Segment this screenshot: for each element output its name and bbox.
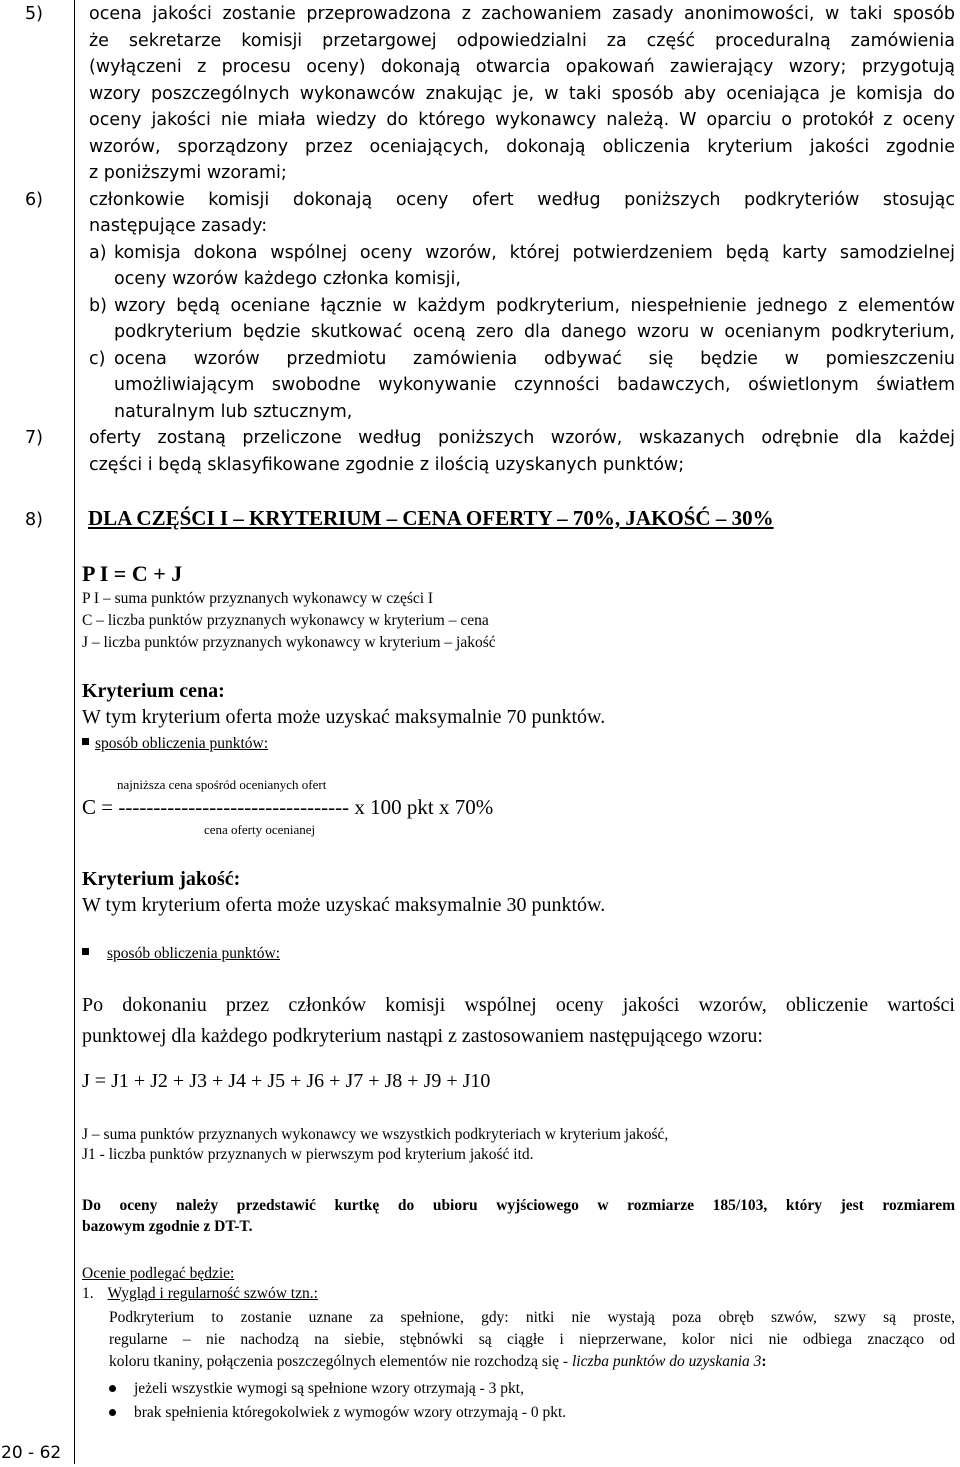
legend-line: C – liczba punktów przyznanych wykonawcy w kryterium – cena xyxy=(82,612,489,629)
text-line: członkowie komisji dokonają oceny ofert według poniższych podkryteriów stosując xyxy=(89,189,955,210)
kryterium-jakosc-title: Kryterium jakość: xyxy=(82,868,241,890)
text-line: umożliwiającym swobodne wykonywanie czynności badawczych, oświetlonym światłem xyxy=(114,375,955,395)
text-line: podkryterium będzie skutkować oceną zero dla danego wzoru w ocenianym podkryterium, xyxy=(114,322,955,342)
bullet-dot-icon xyxy=(109,1409,116,1416)
quality-note-2: J1 - liczba punktów przyznanych w pierwszym pod kryterium jakość itd. xyxy=(82,1146,534,1163)
text-line: regularne – nie nachodzą na siebie, stębnówki są ciągłe i nieprzerwane, kolor nici nie odbiega znacząco od xyxy=(109,1331,955,1348)
list-item-8 xyxy=(25,507,43,534)
text-line: że sekretarze komisji przetargowej odpowiedzialni za część proceduralną zamówienia xyxy=(89,30,955,51)
text-line: wzory będą oceniane łącznie w każdym podkryterium, niespełnienie jednego z elementów xyxy=(114,295,955,316)
text-line: punktowej dla każdego podkryterium nastąpi z zastosowaniem następującego wzoru: xyxy=(82,1025,763,1047)
point-number: 1. xyxy=(82,1285,94,1302)
point-1-bullets xyxy=(109,1377,566,1425)
bullet-dot-icon xyxy=(109,1385,116,1392)
top-list xyxy=(25,1,955,478)
text-line: ocena jakości zostanie przeprowadzona z zachowaniem zasady anonimowości, w taki sposób xyxy=(89,4,955,24)
square-bullet-icon xyxy=(82,948,89,955)
text-line: komisja dokona wspólnej oceny wzorów, której potwierdzeniem będą karty samodzielnej xyxy=(114,242,955,263)
fraction-numerator: najniższa cena spośród ocenianych ofert xyxy=(117,777,327,792)
page-number: 20 - 62 xyxy=(1,1443,62,1463)
text-line: bazowym zgodnie z DT-T. xyxy=(82,1218,253,1235)
text-line: naturalnym lub sztucznym, xyxy=(114,401,353,422)
text-line: ocena wzorów przedmiotu zamówienia odbywać się będzie w pomieszczeniu xyxy=(114,348,955,369)
kryterium-cena-text: W tym kryterium oferta może uzyskać maksymalnie 70 punktów. xyxy=(82,706,606,728)
text-line: wzorów, sporządzony przez oceniających, dokonają obliczenia kryterium jakości zgodnie xyxy=(89,136,955,157)
text-line xyxy=(109,1351,955,1373)
text-line: z poniższymi wzorami; xyxy=(89,163,287,183)
list-item-6 xyxy=(25,187,955,240)
sub-item-b xyxy=(89,293,955,346)
kryterium-jakosc-text: W tym kryterium oferta może uzyskać maksymalnie 30 punktów. xyxy=(82,894,606,916)
text-line: Do oceny należy przedstawić kurtkę do ubioru wyjściowego w rozmiarze 185/103, który jest rozmiarem xyxy=(82,1197,955,1214)
legend xyxy=(82,588,496,654)
list-item-7 xyxy=(25,425,955,478)
evaluation-heading: Ocenie podlegać będzie: xyxy=(82,1265,235,1282)
sposob-jakosc xyxy=(82,945,280,963)
sub-letter: c) xyxy=(89,348,106,369)
legend-line: P I – suma punktów przyznanych wykonawcy w części I xyxy=(82,590,434,607)
text-plain: koloru tkaniny, połączenia poszczególnych elementów nie rozchodzą się xyxy=(109,1353,560,1370)
legend-line: J – liczba punktów przyznanych wykonawcy w kryterium – jakość xyxy=(82,634,496,651)
section-heading: DLA CZĘŚCI I – KRYTERIUM – CENA OFERTY – 70%, JAKOŚĆ – 30% xyxy=(88,506,774,530)
jakosc-paragraph xyxy=(82,990,955,1052)
text-line: oceny wzorów każdego członka komisji, xyxy=(114,269,461,289)
sposob-cena xyxy=(82,735,268,753)
text-line: Podkryterium to zostanie uznane za spełnione, gdy: nitki nie wystają poza obręb szwów, szwy są proste, xyxy=(109,1309,955,1326)
sposob-label: sposób obliczenia punktów: xyxy=(95,735,269,752)
text-line: wzory poszczególnych wykonawców znakując je, w taki sposób aby oceniająca je komisja do xyxy=(89,83,955,104)
quality-formula: J = J1 + J2 + J3 + J4 + J5 + J6 + J7 + J8 + J9 + J10 xyxy=(82,1070,491,1092)
text-line: części i będą sklasyfikowane zgodnie z ilością uzyskanych punktów; xyxy=(89,454,685,475)
fraction-denominator: cena oferty ocenianej xyxy=(204,822,316,837)
bullet-item xyxy=(109,1377,566,1401)
kryterium-cena-title: Kryterium cena: xyxy=(82,680,225,702)
price-formula: C = --------------------------------- x 100 pkt x 70% xyxy=(82,795,494,819)
sub-item-a xyxy=(89,240,955,293)
colon: : xyxy=(761,1353,767,1370)
list-item-5 xyxy=(25,1,955,187)
text-line: Po dokonaniu przez członków komisji wspólnej oceny jakości wzorów, obliczenie wartości xyxy=(82,994,955,1016)
point-title: Wygląd i regularność szwów tzn.: xyxy=(107,1285,318,1302)
list-number: 5) xyxy=(25,4,43,24)
sub-letter: b) xyxy=(89,295,107,316)
points-to-get: - liczba punktów do uzyskania 3 xyxy=(559,1353,762,1370)
list-number: 8) xyxy=(25,510,43,530)
list-number: 6) xyxy=(25,189,43,210)
sub-letter: a) xyxy=(89,242,107,263)
square-bullet-icon xyxy=(82,738,89,745)
point-1 xyxy=(82,1285,318,1303)
list-number: 7) xyxy=(25,428,43,448)
bullet-item xyxy=(109,1401,566,1425)
bullet-text: jeżeli wszystkie wymogi są spełnione wzory otrzymają - 3 pkt, xyxy=(134,1380,524,1397)
sposob-label: sposób obliczenia punktów: xyxy=(107,945,281,962)
text-line: (wyłączeni z procesu oceny) dokonają otwarcia opakowań zawierający wzory; przygotują xyxy=(89,57,955,77)
size-requirement xyxy=(82,1195,955,1237)
sub-item-c xyxy=(89,346,955,426)
bullet-text: brak spełnienia któregokolwiek z wymogów wzory otrzymają - 0 pkt. xyxy=(134,1404,567,1421)
text-line: oceny jakości nie miała wiedzy do którego wykonawcy należą. W oparciu o protokół z oceny xyxy=(89,110,955,130)
quality-note-1: J – suma punktów przyznanych wykonawcy we wszystkich podkryteriach w kryterium jakość, xyxy=(82,1126,669,1143)
text-line: następujące zasady: xyxy=(89,216,268,236)
point-1-description xyxy=(109,1307,955,1373)
text-line: oferty zostaną przeliczone według poniższych wzorów, wskazanych odrębnie dla każdej xyxy=(89,428,955,448)
formula-main: P I = C + J xyxy=(82,561,183,586)
